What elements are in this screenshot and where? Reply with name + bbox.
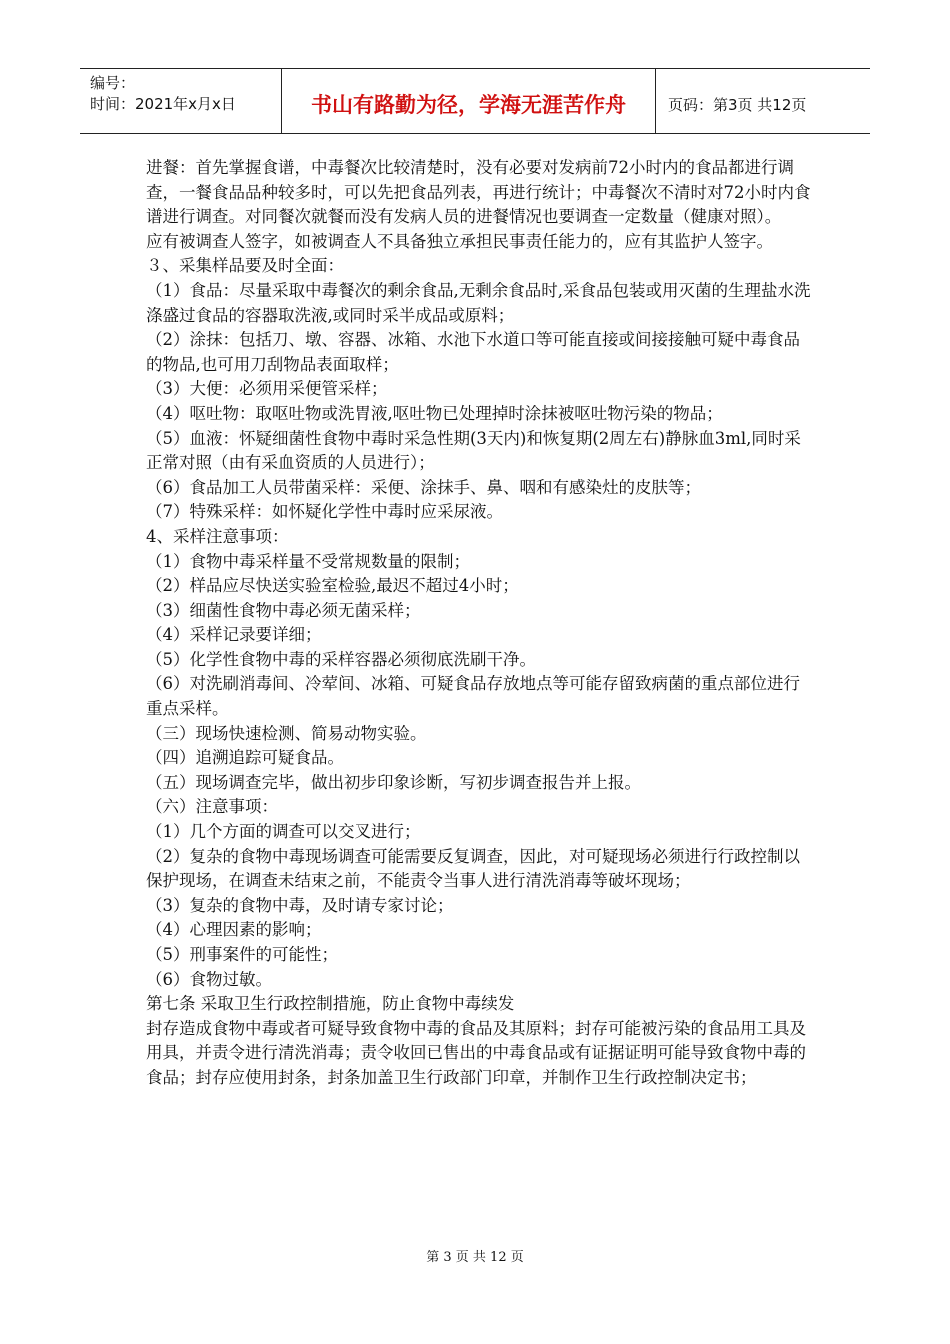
list-item: （3）复杂的食物中毒，及时请专家讨论； — [146, 895, 454, 915]
list-item: （7）特殊采样：如怀疑化学性中毒时应采尿液。 — [146, 502, 503, 522]
list-item: （4）呕吐物：取呕吐物或洗胃液,呕吐物已处理掉时涂抹被呕吐物污染的物品； — [146, 403, 723, 423]
section-heading: （六）注意事项： — [146, 797, 278, 817]
page-footer: 第 3 页 共 12 页 — [426, 1250, 524, 1265]
document-number-label: 编号： — [90, 74, 136, 92]
section-heading: 4、采样注意事项： — [146, 526, 289, 546]
section-heading: （四）追溯追踪可疑食品。 — [146, 748, 344, 768]
paragraph: 封存造成食物中毒或者可疑导致食物中毒的食品及其原料；封存可能被污染的食品用工具及用具，并责令进行清洗消毒；责令收回已售出的中毒食品或有证据证明可能导致食物中毒的食品；封存应使用封条，封条加盖卫生行政部门印章，并制作卫生行政控制决定书； — [146, 1018, 806, 1087]
list-item: （6）食物过敏。 — [146, 969, 272, 989]
list-item: （5）刑事案件的可能性； — [146, 945, 338, 964]
list-item: （6）食品加工人员带菌采样：采便、涂抹手、鼻、咽和有感染灶的皮肤等； — [146, 477, 701, 497]
paragraph: 进餐：首先掌握食谱，中毒餐次比较清楚时，没有必要对发病前72小时内的食品都进行调查，一餐食品品种较多时，可以先把食品列表，再进行统计；中毒餐次不清时对72小时内食谱进行调查。对同餐次就餐而没有发病人员的进餐情况也要调查一定数量（健康对照）。 — [146, 158, 811, 227]
list-item: （3）大便：必须用采便管采样； — [146, 379, 388, 399]
list-item: （3）细菌性食物中毒必须无菌采样； — [146, 600, 421, 620]
list-item: （1）食品：尽量采取中毒餐次的剩余食品,无剩余食品时,采食品包装或用灭菌的生理盐水洗涤盛过食品的容器取洗液,或同时采半成品或原料； — [146, 280, 811, 325]
header-meta — [80, 69, 282, 133]
list-item: （1）食物中毒采样量不受常规数量的限制； — [146, 551, 470, 571]
list-item: （6）对洗刷消毒间、冷荤间、冰箱、可疑食品存放地点等可能存留致病菌的重点部位进行重点采样。 — [146, 674, 800, 719]
article-heading: 第七条 采取卫生行政控制措施，防止食物中毒续发 — [146, 994, 515, 1014]
header-motto: 书山有路勤为径，学海无涯苦作舟 — [282, 69, 656, 133]
header-page-number: 页码：第3页 共12页 — [668, 95, 807, 114]
list-item: （1）几个方面的调查可以交叉进行； — [146, 822, 421, 842]
document-body — [146, 156, 812, 1091]
section-heading: （五）现场调查完毕，做出初步印象诊断，写初步调查报告并上报。 — [146, 772, 641, 792]
list-item: （4）采样记录要详细； — [146, 625, 322, 645]
section-heading: （三）现场快速检测、简易动物实验。 — [146, 723, 427, 743]
list-item: （2）涂抹：包括刀、墩、容器、冰箱、水池下水道口等可能直接或间接接触可疑中毒食品的物品,也可用刀刮物品表面取样； — [146, 330, 800, 374]
list-item: （5）化学性食物中毒的采样容器必须彻底洗刷干净。 — [146, 649, 536, 669]
list-item: （2）复杂的食物中毒现场调查可能需要反复调查，因此，对可疑现场必须进行行政控制以保护现场，在调查未结束之前，不能责令当事人进行清洗消毒等破坏现场； — [146, 846, 800, 891]
document-date-label: 时间：2021年x月x日 — [90, 95, 236, 113]
list-item: （5）血液：怀疑细菌性食物中毒时采急性期(3天内)和恢复期(2周左右)静脉血3ml,同时采正常对照（由有采血资质的人员进行）； — [146, 428, 801, 473]
paragraph: 应有被调查人签字，如被调查人不具备独立承担民事责任能力的，应有其监护人签字。 — [146, 231, 773, 251]
page-header — [80, 68, 870, 134]
section-heading: ３、采集样品要及时全面： — [146, 256, 344, 276]
list-item: （2）样品应尽快送实验室检验,最迟不超过4小时； — [146, 576, 519, 596]
list-item: （4）心理因素的影响； — [146, 920, 322, 940]
